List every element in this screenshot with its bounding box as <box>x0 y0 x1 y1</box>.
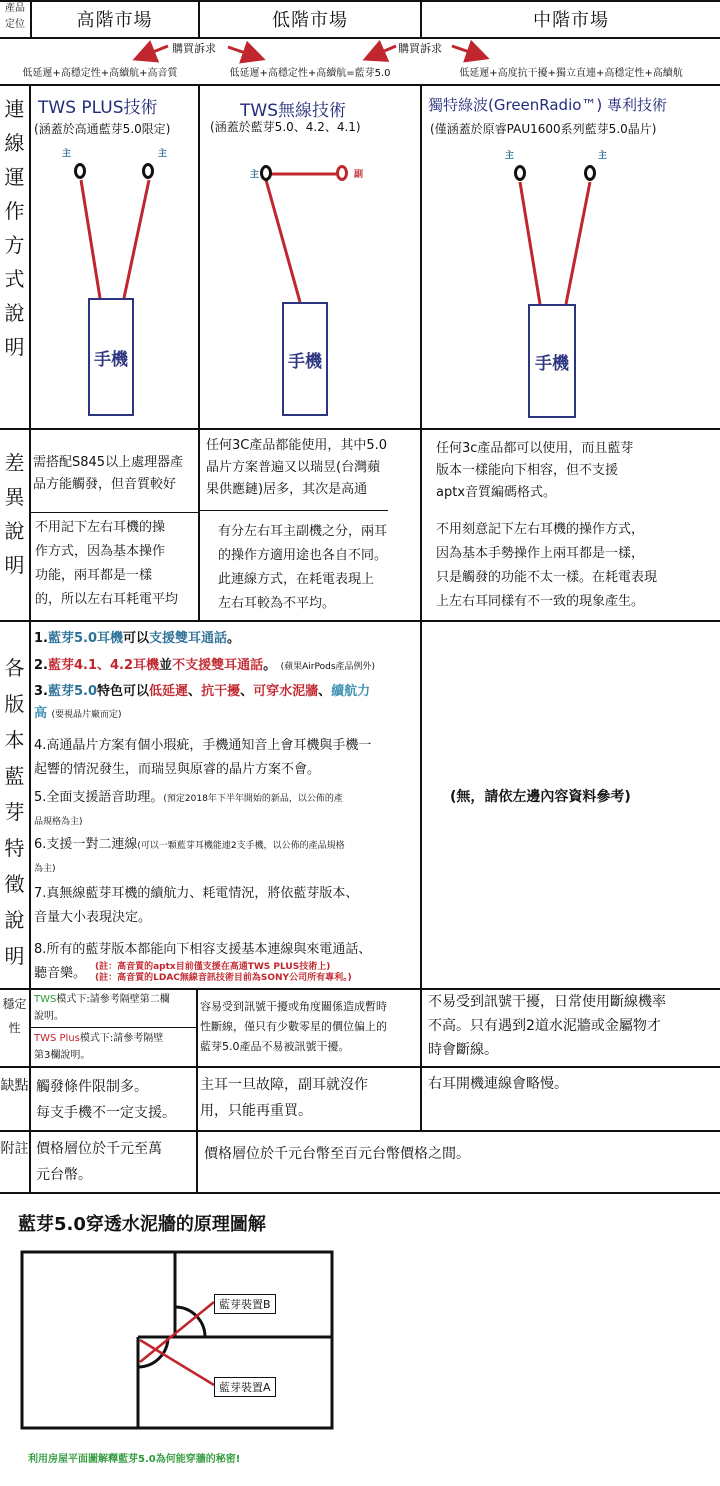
stability-high-b: TWS Plus模式下:請參考隔壁 第3欄說明。 <box>34 1033 164 1061</box>
appeal-high: 低延遲+高穩定性+高續航+高音質 <box>22 68 178 79</box>
high-tech-sub: (涵蓋於高通藍芽5.0限定) <box>34 122 171 136</box>
device-a-label: 藍芽裝置A <box>214 1377 276 1397</box>
main-label-low: 主 <box>250 170 260 180</box>
feature-7: 7.真無線藍芽耳機的續航力、耗電情況，將依藍芽版本、 音量大小表現決定。 <box>34 886 359 925</box>
diagram-caption: 利用房屋平面圖解釋藍芽5.0為何能穿牆的秘密! <box>28 1454 241 1465</box>
sub-label-low: 副 <box>354 170 364 180</box>
features-mid-text: (無，請依左邊內容資料參考) <box>450 789 631 805</box>
column-header-low: 低階市場 <box>272 10 348 31</box>
request-label-left: 購買訴求 <box>172 42 216 55</box>
diff-high-a: 需搭配S845以上處理器產 品方能觸發，但音質較好 <box>33 455 184 492</box>
high-tech-title: TWS PLUS技術 <box>38 98 158 118</box>
appeal-mid: 低延遲+高度抗干擾+獨立直連+高穩定性+高續航 <box>459 68 683 79</box>
request-label-right: 購買訴求 <box>398 42 442 55</box>
diff-mid-a: 任何3c產品都可以使用，而且藍芽 版本一樣能向下相容，但不支援 aptx音質編碼格式。 <box>436 441 634 500</box>
feature-6: 6.支援一對二連線(可以一顆藍芽耳機能連2支手機，以公佈的產品規格 為主) <box>34 837 345 874</box>
feature-3: 3.藍芽5.0特色可以低延遲、抗干擾、可穿水泥牆、續航力 高 (要視晶片廠而定) <box>34 684 371 721</box>
stability-high-a: TWS模式下:請參考隔壁第二欄 說明。 <box>34 994 170 1022</box>
notes-rest: 價格層位於千元台幣至百元台幣價格之間。 <box>204 1146 470 1162</box>
notes-high: 價格層位於千元至萬 元台幣。 <box>36 1141 162 1183</box>
cons-mid: 右耳開機連線會略慢。 <box>428 1076 568 1092</box>
feature-5: 5.全面支援語音助理。(預定2018年下半年開始的新品，以公佈的產 品規格為主) <box>34 790 343 827</box>
feature-2: 2.藍芽4.1、4.2耳機並不支援雙耳通話。 (蘋果AirPods產品例外) <box>34 658 376 673</box>
side-label-diff: 差異說明 <box>4 451 25 577</box>
feature-8: 8.所有的藍芽版本都能向下相容支援基本連線與來電通話、 聽音樂。 <box>34 942 372 981</box>
main-label-high-2: 主 <box>158 149 168 159</box>
cons-low: 主耳一旦故障，副耳就沒作 用，只能再重買。 <box>200 1077 368 1119</box>
stability-low: 容易受到訊號干擾或角度關係造成暫時 性斷線，僅只有少數零星的價位偏上的 藍芽5.0產品不易被訊號干擾。 <box>200 1000 387 1053</box>
device-b-label: 藍芽裝置B <box>214 1294 276 1314</box>
cons-high: 觸發條件限制多。 每支手機不一定支援。 <box>36 1079 176 1121</box>
diff-low-b: 有分左右耳主副機之分，兩耳 的操作方適用途也各自不同。 此連線方式，在耗電表現上 左右耳較為不平均。 <box>218 524 388 611</box>
side-label-features: 各版本藍芽特徵說明 <box>4 656 25 968</box>
low-tech-sub: (涵蓋於藍芽5.0、4.2、4.1) <box>210 120 361 134</box>
appeal-low: 低延遲+高穩定性+高續航=藍芽5.0 <box>229 68 391 79</box>
low-tech-title: TWS無線技術 <box>240 101 346 121</box>
diff-high-b: 不用記下左右耳機的操 作方式，因為基本操作 功能，兩耳都是一樣 的，所以左右耳耗電平均 <box>35 520 179 607</box>
stability-mid: 不易受到訊號干擾，日常使用斷線機率 不高。只有遇到2道水泥牆或金屬物才 時會斷線。 <box>428 994 666 1058</box>
main-label-high-1: 主 <box>62 149 72 159</box>
feature-8-note-2: (註：高音質的LDAC無線音訊技術目前為SONY公司所有專利。) <box>95 973 352 983</box>
column-header-mid: 中階市場 <box>533 10 609 31</box>
corner-label: 產品 定位 <box>5 3 25 30</box>
column-header-high: 高階市場 <box>76 10 153 31</box>
phone-mid: 手機 <box>528 304 576 418</box>
side-label-cons: 缺點 <box>0 1078 29 1094</box>
feature-4: 4.高通晶片方案有個小瑕疵，手機通知音上會耳機與手機一 起響的情況發生，而瑞昱與原睿的晶片方案不會。 <box>34 738 372 777</box>
side-label-stability: 穩定性 <box>2 997 27 1035</box>
mid-tech-sub: (僅涵蓋於原睿PAU1600系列藍芽5.0晶片) <box>430 122 657 136</box>
main-label-mid-1: 主 <box>505 151 515 161</box>
diff-mid-b: 不用刻意記下左右耳機的操作方式， 因為基本手勢操作上兩耳都是一樣， 只是觸發的功能不太一樣。在耗電表現 上左右耳同樣有不一致的現象產生。 <box>436 522 658 609</box>
main-label-mid-2: 主 <box>598 151 608 161</box>
diff-low-a: 任何3C產品都能使用，其中5.0 晶片方案普遍又以瑞昱(台灣蘋 果供應鏈)居多，其次是高通 <box>206 438 388 497</box>
feature-1: 1.藍芽5.0耳機可以支援雙耳通話。 <box>34 631 241 646</box>
side-label-notes: 附註 <box>0 1141 29 1157</box>
feature-8-note-1: (註：高音質的aptx目前僅支援在高通TWS PLUS技術上) <box>95 962 331 972</box>
phone-high: 手機 <box>88 298 134 416</box>
mid-tech-title: 獨特綠波(GreenRadio™) 專利技術 <box>428 96 668 114</box>
side-label-connection: 連線運作方式說明 <box>4 97 25 359</box>
diagram-title: 藍芽5.0穿透水泥牆的原理圖解 <box>18 1214 266 1235</box>
phone-low: 手機 <box>282 302 328 416</box>
